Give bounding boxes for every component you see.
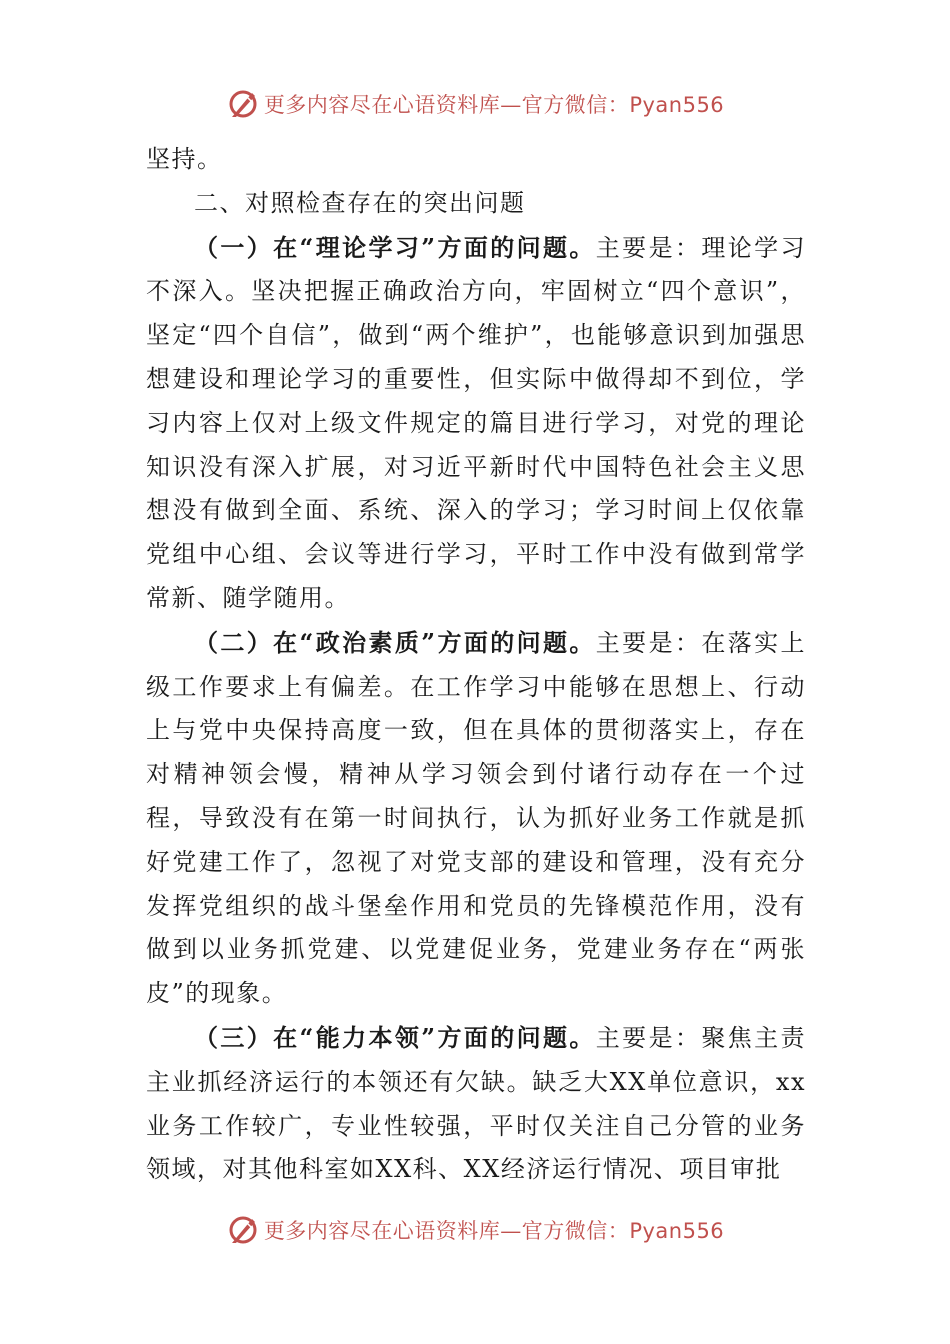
item-title: （三）在“能力本领”方面的问题。	[194, 1022, 596, 1052]
wechat-id: Pyan556	[629, 93, 725, 117]
wechat-id: Pyan556	[629, 1219, 725, 1243]
watermark-banner-top	[0, 84, 950, 124]
paragraph-item-3	[146, 1016, 806, 1192]
paragraph-continuation: 坚持。	[146, 145, 223, 173]
watermark-text: 更多内容尽在心语资料库—官方微信：Pyan556	[263, 1219, 725, 1243]
item-title: （二）在“政治素质”方面的问题。	[194, 627, 596, 657]
section-heading: 二、对照检查存在的突出问题	[194, 188, 526, 217]
quill-logo-icon	[226, 1213, 260, 1247]
document-body	[146, 138, 806, 1192]
item-text: 主要是：在落实上级工作要求上有偏差。在工作学习中能够在思想上、行动上与党中央保持高度一致，但在具体的贯彻落实上，存在对精神领会慢，精神从学习领会到付诸行动存在一个过程，导致没有在第一时间执行，认为抓好业务工作就是抓好党建工作了，忽视了对党支部的建设和管理，没有充分发挥党组织的战斗堡垒作用和党员的先锋模范作用，没有做到以业务抓党建、以党建促业务，党建业务存在“两张皮”的现象。	[146, 628, 807, 1008]
item-text: 主要是：理论学习不深入。坚决把握正确政治方向，牢固树立“四个意识”，坚定“四个自信”，做到“两个维护”，也能够意识到加强思想建设和理论学习的重要性，但实际中做得却不到位，学习内容上仅对上级文件规定的篇目进行学习，对党的理论知识没有深入扩展，对习近平新时代中国特色社会主义思想没有做到全面、系统、深入的学习；学习时间上仅依靠党组中心组、会议等进行学习，平时工作中没有做到常学常新、随学随用。	[146, 233, 807, 612]
paragraph-item-1	[146, 226, 806, 621]
paragraph-item-2	[146, 621, 806, 1016]
quill-logo-icon	[226, 87, 260, 121]
watermark-text: 更多内容尽在心语资料库—官方微信：Pyan556	[263, 93, 725, 117]
item-title: （一）在“理论学习”方面的问题。	[194, 232, 596, 262]
item-text: 主要是：聚焦主责主业抓经济运行的本领还有欠缺。缺乏大XX单位意识，xx业务工作较广，专业性较强，平时仅关注自己分管的业务领域，对其他科室如XX科、XX经济运行情况、项目审批	[146, 1023, 807, 1184]
watermark-banner-bottom	[0, 1210, 950, 1250]
